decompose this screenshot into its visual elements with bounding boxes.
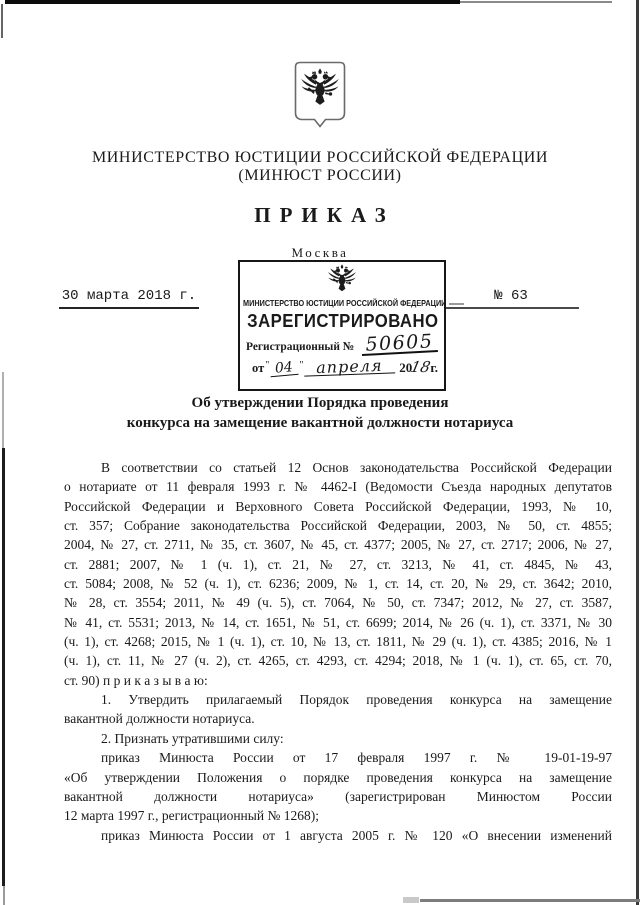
stamp-date-row (240, 355, 444, 378)
coat-of-arms-icon (294, 61, 346, 128)
body-line: № 28, ст. 3554; 2011, № 49 (ч. 5), ст. 7064, № 50, ст. 7347; 2012, № 27, ст. 3587, (64, 595, 612, 611)
order-number: № 63 (443, 288, 579, 309)
body-line: (ч. 1), ст. 11, № 27 (ч. 2), ст. 4265, ст. 4293, ст. 4294; 2018, № 1 (ч. 1), ст. 65, ст. 70, (64, 653, 612, 669)
body-line: (ч. 1), ст. 4268; 2015, № 1 (ч. 1), ст. 10, № 13, ст. 1811, № 29 (ч. 1), ст. 4385; 2016, № 1 (64, 634, 612, 650)
stamp-date-from-label: от (252, 361, 265, 375)
stamp-date-year-handwritten: 18 (409, 358, 433, 376)
scan-artifact-corner-tick (1, 4, 3, 38)
scan-artifact-bottom-line (420, 899, 640, 902)
body-line: 12 марта 1997 г., регистрационный № 1268); (64, 808, 319, 824)
order-date: 30 марта 2018 г. (59, 288, 199, 309)
scan-artifact-left-border-bottom (3, 886, 5, 905)
body-line: ст. 357; Собрание законодательства Российской Федерации, 2003, № 50, ст. 4855; (64, 518, 612, 534)
body-line: 2. Признать утратившими силу: (101, 730, 284, 746)
scan-artifact-top-bar-light (460, 1, 612, 3)
stamp-date-quote-close: " (299, 360, 304, 371)
body-line: приказ Минюста России от 17 февраля 1997 г. № 19-01-19-97 (101, 750, 612, 766)
scan-artifact-right-border (636, 0, 639, 905)
body-line: № 41, ст. 5531; 2013, № 14, ст. 1651, № 51, ст. 6699; 2014, № 26 (ч. 1), ст. 3371, № 30 (64, 614, 612, 630)
order-subject-line1: Об утверждении Порядка проведения (191, 395, 449, 411)
stamp-registered-label: ЗАРЕГИСТРИРОВАНО (247, 311, 439, 331)
ministry-short-name: (МИНЮСТ РОССИИ) (238, 167, 402, 184)
stamp-date-day-handwritten: 04 (270, 361, 299, 377)
ministry-name: МИНИСТЕРСТВО ЮСТИЦИИ РОССИЙСКОЙ ФЕДЕРАЦИИ (91, 149, 549, 166)
stamp-date-year-suffix: г. (430, 360, 438, 375)
scan-artifact-left-border-dark (2, 448, 5, 886)
body-line: о нотариате от 11 февраля 1993 г. № 4462-I (Ведомости Съезда народных депутатов (64, 479, 612, 495)
registration-stamp (238, 260, 446, 391)
stamp-date-year-printed: 20 (399, 360, 413, 375)
body-line: «Об утверждении Положения о порядке проведения конкурса на замещение (64, 769, 612, 785)
registration-number-handwritten: 50605 (361, 332, 438, 356)
scan-artifact-bottom-box (403, 897, 419, 903)
body-line: ст. 2881; 2007, № 1 (ч. 1), ст. 21, № 27, ст. 3213, № 41, ст. 4845, № 43, (64, 556, 612, 572)
order-body-text (64, 458, 612, 845)
scan-artifact-top-bar (5, 0, 460, 4)
body-line: приказ Минюста России от 1 августа 2005 г. № 120 «О внесении изменений (101, 827, 612, 843)
registration-number-label: Регистрационный № (246, 339, 355, 353)
order-subject-line2: конкурса на замещение вакантной должности нотариуса (126, 415, 514, 431)
body-line: вакантной должности нотариуса. (64, 711, 255, 727)
body-line: В соответствии со статьей 12 Основ законодательства Российской Федерации (101, 460, 612, 475)
stamp-date-month-handwritten: апреля (304, 358, 395, 376)
body-line: 1. Утвердить прилагаемый Порядок проведения конкурса на замещение (101, 692, 612, 708)
stamp-date-quote-open: " (265, 360, 270, 371)
body-line: ст. 90) п р и к а з ы в а ю: (64, 672, 208, 688)
document-type-title: ПРИКАЗ (254, 203, 395, 227)
body-line: 2004, № 27, ст. 2711, № 35, ст. 3607, № 45, ст. 4377; 2005, № 27, ст. 2717; 2006, № 27, (64, 537, 612, 553)
stamp-coat-of-arms-icon (323, 264, 361, 298)
body-line: Российской Федерации и Верховного Совета Российской Федерации, 1993, № 10, (64, 498, 612, 514)
body-line: вакантной должности нотариуса» (зарегистрирован Минюстом России (64, 788, 612, 804)
stamp-registration-row (240, 330, 444, 356)
city-label: Москва (291, 245, 349, 260)
order-subject-title (0, 393, 640, 433)
body-line: ст. 5084; 2008, № 52 (ч. 1), ст. 6236; 2009, № 1, ст. 14, ст. 20, № 29, ст. 3642; 2010, (64, 576, 612, 592)
stamp-ministry-name: МИНИСТЕРСТВО ЮСТИЦИИ РОССИЙСКОЙ ФЕДЕРАЦИИ (243, 298, 447, 309)
